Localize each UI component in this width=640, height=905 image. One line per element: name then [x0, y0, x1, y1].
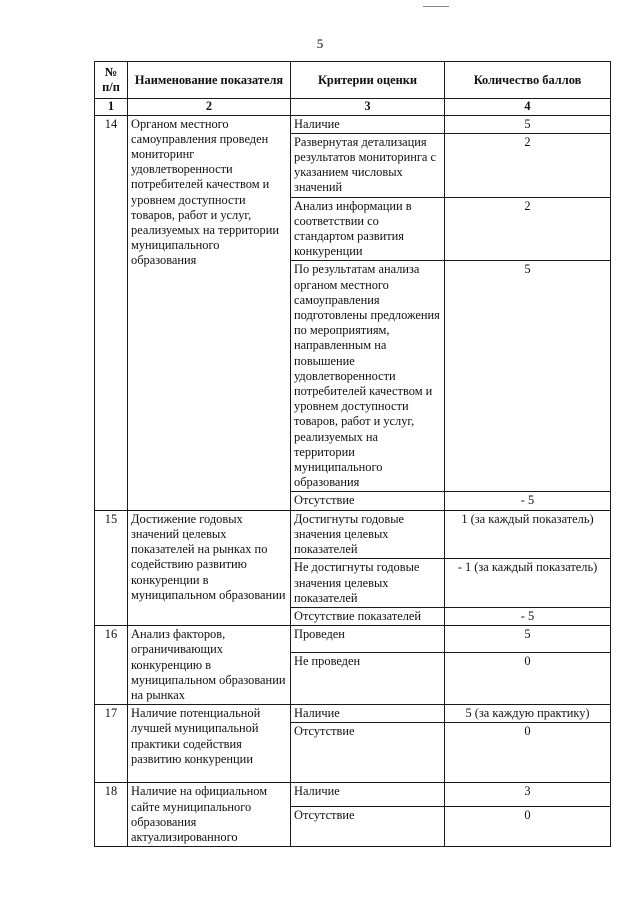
criterion-score: - 5	[445, 607, 611, 625]
criterion-score: 0	[445, 723, 611, 783]
criterion-text: Отсутствие	[291, 723, 445, 783]
indicator-name: Достижение годовых значений целевых показателей на рынках по содействию развитию конкуренции в муниципальном образовании	[128, 510, 291, 625]
indicator-name: Органом местного самоуправления проведен мониторинг удовлетворенности потребителей качеством и уровнем доступности товаров, работ и услуг, реализуемых на территории муниципального образования	[128, 115, 291, 510]
column-index-2: 2	[128, 99, 291, 115]
column-index-row	[95, 99, 611, 115]
column-index-1: 1	[95, 99, 128, 115]
criterion-text: Наличие	[291, 705, 445, 723]
row-number: 16	[95, 626, 128, 705]
row-number: 17	[95, 705, 128, 783]
table-row	[95, 705, 611, 723]
table-row	[95, 626, 611, 653]
header-criteria: Критерии оценки	[291, 62, 445, 99]
indicator-name: Наличие на официальном сайте муниципального образования актуализированного	[128, 783, 291, 847]
criterion-score: 5	[445, 626, 611, 653]
criterion-score: 0	[445, 653, 611, 705]
row-number: 18	[95, 783, 128, 847]
row-number: 15	[95, 510, 128, 625]
header-num	[95, 62, 128, 99]
table-row	[95, 115, 611, 133]
criterion-score: 5	[445, 261, 611, 492]
header-num-line2: п/п	[102, 80, 120, 95]
page-number: 5	[316, 36, 324, 51]
indicator-name: Наличие потенциальной лучшей муниципальной практики содействия развитию конкуренции	[128, 705, 291, 783]
criterion-text: Проведен	[291, 626, 445, 653]
criterion-text: Достигнуты годовые значения целевых показателей	[291, 510, 445, 559]
criterion-score: 2	[445, 197, 611, 261]
criterion-score: 5	[445, 115, 611, 133]
criterion-text: Отсутствие показателей	[291, 607, 445, 625]
column-index-4: 4	[445, 99, 611, 115]
criterion-score: 1 (за каждый показатель)	[445, 510, 611, 559]
criterion-score: - 5	[445, 492, 611, 510]
criterion-score: - 1 (за каждый показатель)	[445, 559, 611, 608]
criterion-text: Отсутствие	[291, 492, 445, 510]
column-index-3: 3	[291, 99, 445, 115]
table-row	[95, 783, 611, 807]
top-edge-mark	[423, 6, 449, 7]
table-header-row	[95, 62, 611, 99]
criterion-text: Не проведен	[291, 653, 445, 705]
row-number: 14	[95, 115, 128, 510]
criterion-text: Отсутствие	[291, 807, 445, 847]
table-row	[95, 510, 611, 559]
criterion-text: Развернутая детализация результатов мониторинга с указанием числовых значений	[291, 133, 445, 197]
criteria-table	[94, 61, 611, 847]
criterion-text: Наличие	[291, 783, 445, 807]
criterion-text: Анализ информации в соответствии со стандартом развития конкуренции	[291, 197, 445, 261]
header-name: Наименование показателя	[128, 62, 291, 99]
indicator-name: Анализ факторов, ограничивающих конкуренцию в муниципальном образовании на рынках	[128, 626, 291, 705]
criterion-score: 5 (за каждую практику)	[445, 705, 611, 723]
criterion-score: 3	[445, 783, 611, 807]
header-score: Количество баллов	[445, 62, 611, 99]
criterion-score: 0	[445, 807, 611, 847]
criterion-text: По результатам анализа органом местного самоуправления подготовлены предложения по мероприятиям, направленным на повышение удовлетворенности потребителей качеством и уровнем доступности товаров, работ и услуг, реализуемых на территории муниципального образования	[291, 261, 445, 492]
header-num-line1: №	[104, 65, 118, 79]
criterion-score: 2	[445, 133, 611, 197]
criterion-text: Не достигнуты годовые значения целевых показателей	[291, 559, 445, 608]
criterion-text: Наличие	[291, 115, 445, 133]
